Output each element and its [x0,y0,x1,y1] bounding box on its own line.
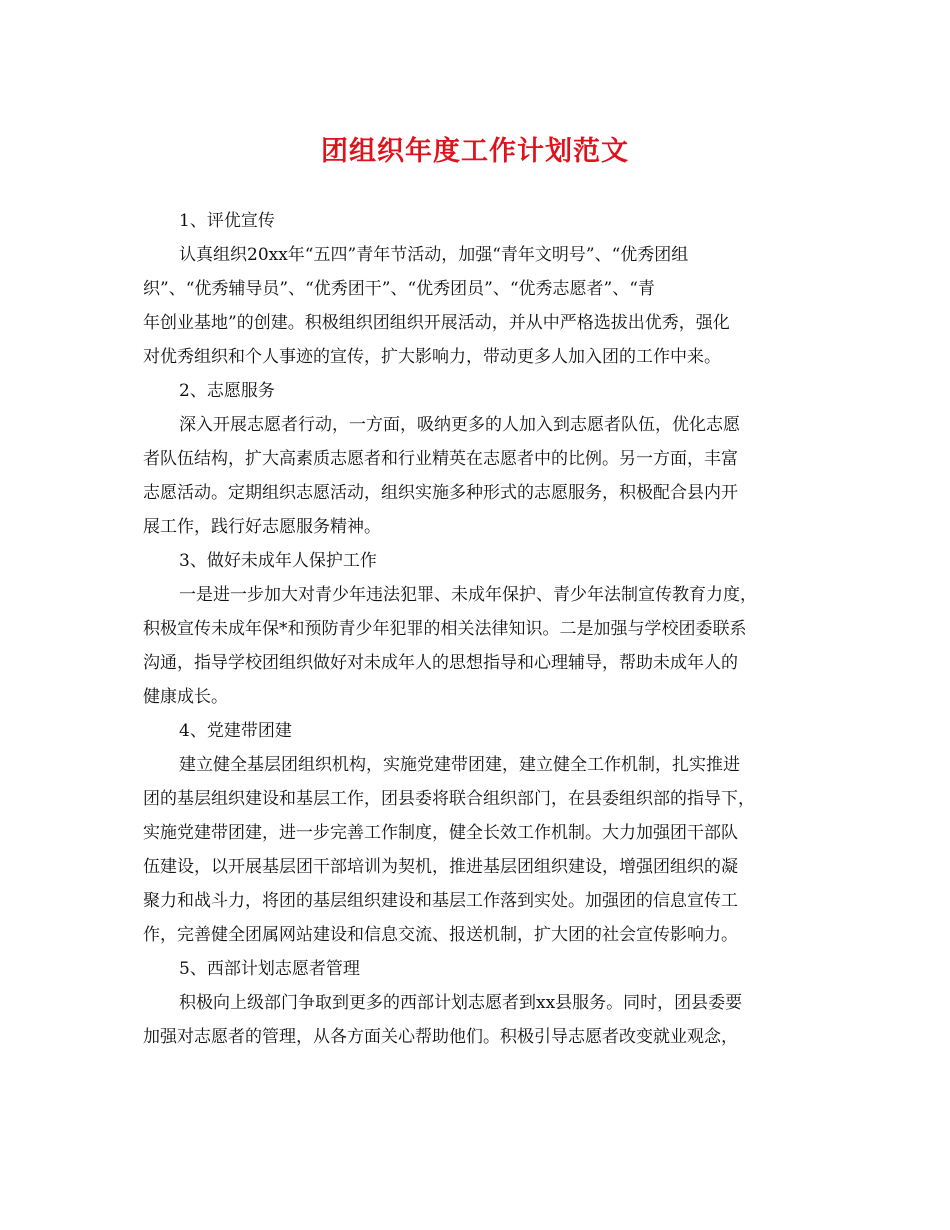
paragraph-line: 展工作，践行好志愿服务精神。 [143,517,381,537]
paragraph-line: 对优秀组织和个人事迹的宣传，扩大影响力，带动更多人加入团的工作中来。 [143,347,721,367]
paragraph-line: 实施党建带团建，进一步完善工作制度，健全长效工作机制。大力加强团干部队 [143,823,738,843]
paragraph-line: 作，完善健全团属网站建设和信息交流、报送机制，扩大团的社会宣传影响力。 [143,925,738,945]
paragraph-line: 加强对志愿者的管理，从各方面关心帮助他们。积极引导志愿者改变就业观念， [143,1027,738,1047]
paragraph-line: 聚力和战斗力，将团的基层组织建设和基层工作落到实处。加强团的信息宣传工 [143,891,738,911]
paragraph-line-first: 4、党建带团建 [179,721,292,741]
paragraph-line: 者队伍结构，扩大高素质志愿者和行业精英在志愿者中的比例。另一方面，丰富 [143,449,738,469]
paragraph-line-first: 2、志愿服务 [179,381,275,401]
paragraph-line: 织”、“优秀辅导员”、“优秀团干”、“优秀团员”、“优秀志愿者”、“青 [143,279,655,299]
paragraph-line: 伍建设，以开展基层团干部培训为契机，推进基层团组织建设，增强团组织的凝 [143,857,738,877]
paragraph-line-first: 积极向上级部门争取到更多的西部计划志愿者到xx县服务。同时，团县委要 [179,993,743,1013]
paragraph-line: 健康成长。 [143,687,228,707]
paragraph-line-first: 深入开展志愿者行动，一方面，吸纳更多的人加入到志愿者队伍，优化志愿 [179,415,740,435]
paragraph-line: 年创业基地”的创建。积极组织团组织开展活动，并从中严格选拔出优秀，强化 [143,313,730,333]
paragraph-line-first: 3、做好未成年人保护工作 [179,551,377,571]
paragraph-line: 志愿活动。定期组织志愿活动，组织实施多种形式的志愿服务，积极配合县内开 [143,483,738,503]
document-title: 团组织年度工作计划范文 [321,136,629,167]
paragraph-line-first: 认真组织20xx年“五四”青年节活动，加强“青年文明号”、“优秀团组 [179,245,689,265]
paragraph-line: 沟通，指导学校团组织做好对未成年人的思想指导和心理辅导，帮助未成年人的 [143,653,738,673]
paragraph-line: 团的基层组织建设和基层工作，团县委将联合组织部门，在县委组织部的指导下， [143,789,755,809]
document-body [143,204,809,1054]
paragraph-line-first: 一是进一步加大对青少年违法犯罪、未成年保护、青少年法制宣传教育力度， [179,585,757,605]
paragraph-line: 积极宣传未成年保*和预防青少年犯罪的相关法律知识。二是加强与学校团委联系 [143,619,747,639]
paragraph-line-first: 1、评优宣传 [179,211,275,231]
paragraph-line-first: 5、西部计划志愿者管理 [179,959,360,979]
paragraph-line-first: 建立健全基层团组织机构，实施党建带团建，建立健全工作机制，扎实推进 [179,755,740,775]
